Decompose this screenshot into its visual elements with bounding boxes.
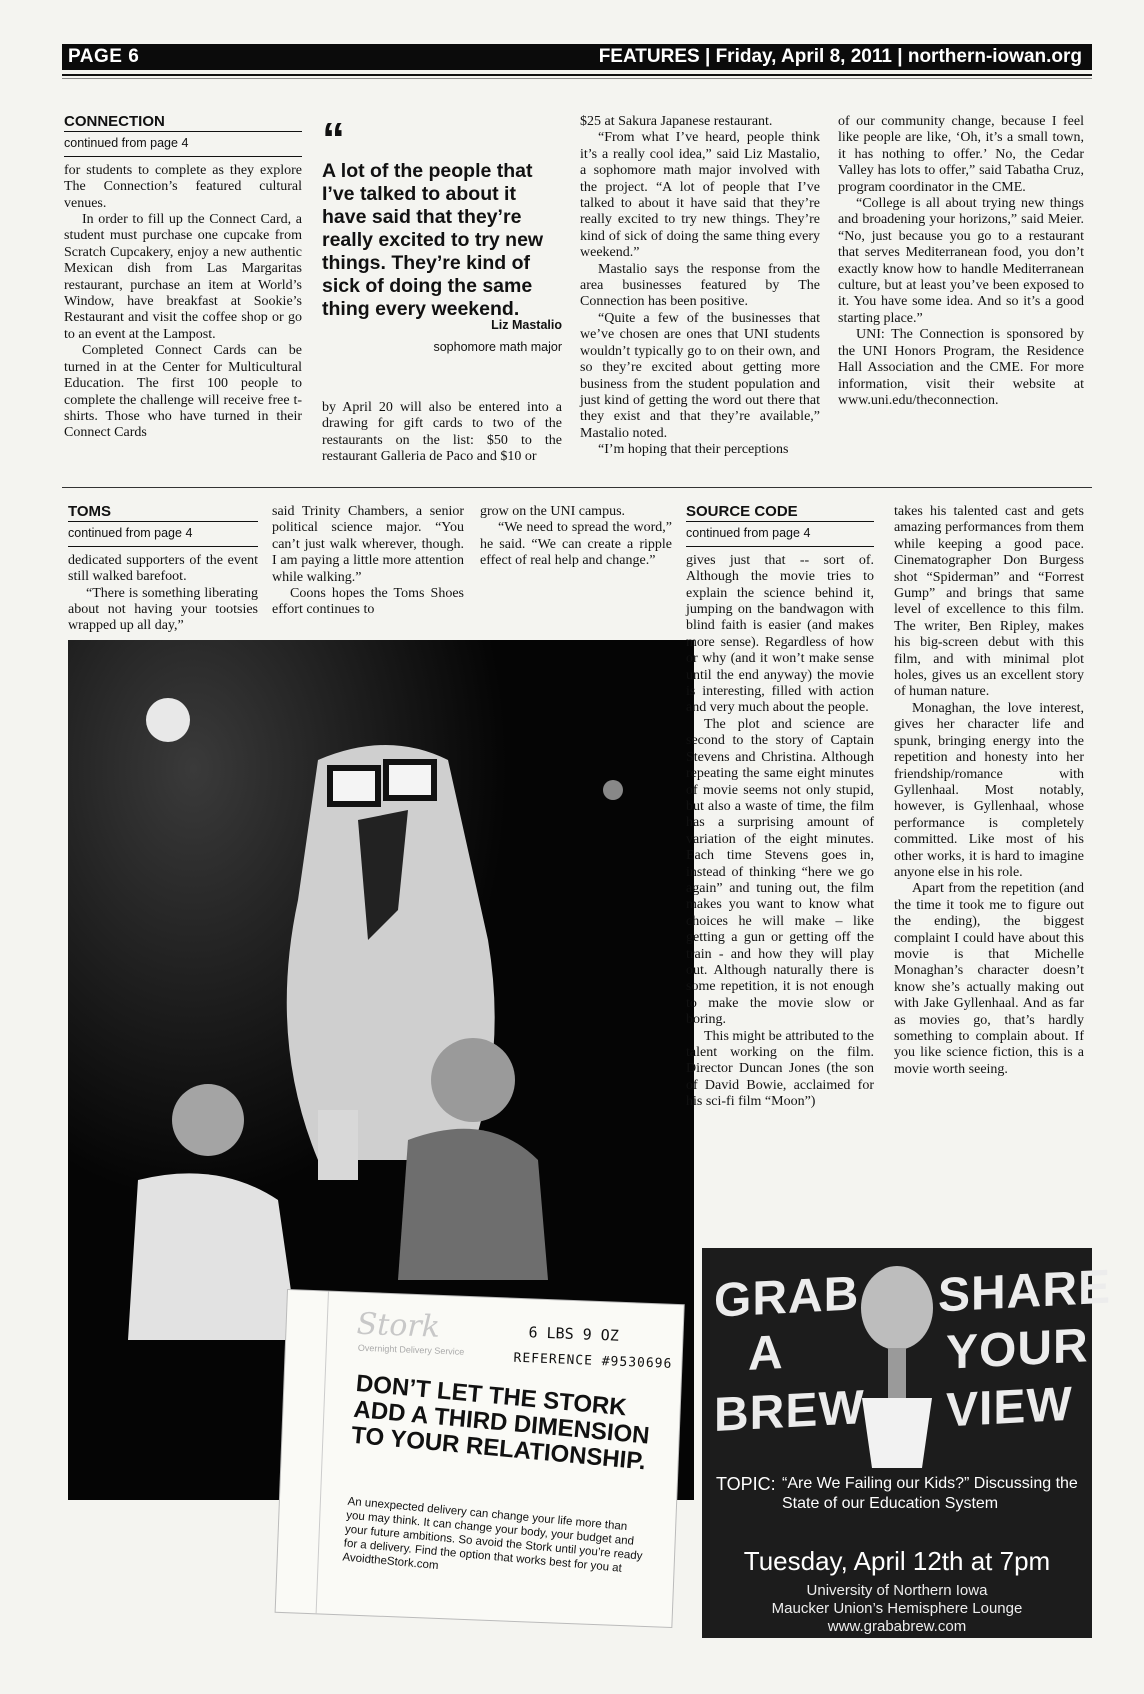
popcorn-box [318,1110,358,1180]
light-spot [146,698,190,742]
header-rule [62,74,1092,76]
paragraph: “There is something liberating about not having your tootsies wrapped up all day,” [68,585,258,634]
child-head [172,1084,244,1156]
paragraph: $25 at Sakura Japanese restaurant. [580,114,773,129]
stork-glasses [330,768,378,804]
paragraph: “College is all about trying new things and broadening your horizons,” said Meier. “No, just because you go to a restaurant that serves Mediterranean food, you don’t exactly know how to handle Mediterranean culture, but at least you’ve been exposed to it. You have some idea. And so it’s a good starting place.” [838,196,1084,326]
section-name: FEATURES [598,46,700,67]
paragraph: grow on the UNI campus. [480,504,626,519]
grab-a-brew-advertisement [702,1248,1112,1638]
man-head [431,1038,515,1122]
paragraph: of our community change, because I feel like people are like, ‘Oh, it’s a small town, it has nothing to offer.’ No, the Cedar Valley has lots to offer,” said Tabatha Cruz, program coordinator in the CME. [838,114,1084,195]
brew-word: BREW [714,1381,865,1442]
header-info [599,46,1082,68]
paragraph: “I’m hoping that their perceptions [598,442,789,458]
connection-jump-head: CONNECTION [64,114,302,132]
brew-word: YOUR [946,1319,1089,1380]
brew-topic-label: TOPIC: [716,1474,776,1494]
separator: | [897,46,903,67]
source-code-jump-sub: continued from page 4 [686,522,874,546]
quote-mark: “ [322,113,345,165]
page-header [62,44,1092,70]
brew-url[interactable]: www.grababrew.com [827,1618,967,1635]
toms-column-3 [480,504,672,570]
stork-reference: REFERENCE #9530696 [513,1350,673,1372]
source-code-column-2 [894,504,1084,1078]
brew-venue-line: University of Northern Iowa [806,1582,988,1599]
paragraph: Mastalio says the response from the area businesses featured by The Connection has been positive. [580,261,820,310]
paragraph: for students to complete as they explore The Connection’s featured cultural venues. [64,162,302,211]
paragraph: “Quite a few of the businesses that we’ve chosen are ones that UNI students wouldn’t typically go to on their own, and so they’re excited about getting more business from the student population and just kind of getting the word out there that they exist and that they’re available,” Mastalio noted. [580,310,820,441]
paragraph: Apart from the repetition (and the time it took me to figure out the ending), the biggest complaint I could have about this movie is that Michelle Monaghan’s character doesn’t know she’s actually making out with Jake Gyllenhaal. And as far as movies go, that’s hardly something to complain about. If you like science fiction, this is a movie worth seeing. [894,881,1084,1077]
stork-logo-sub: Overnight Delivery Service [357,1342,465,1357]
brew-venue [702,1582,1092,1636]
paragraph: said Trinity Chambers, a senior political science major. “You can’t just walk wherever, though. I am paying a little more attention while walking.” [272,504,464,585]
light-spot [603,780,623,800]
connection-column-1 [64,114,302,442]
brew-word: SHARE [938,1260,1112,1323]
header-rule-thin [62,78,1092,79]
paragraph: Coons hopes the Toms Shoes effort continues to [272,586,464,618]
brew-date: Tuesday, April 12th at 7pm [743,1546,1051,1576]
paragraph: “From what I’ve heard, people think it’s a really cool idea,” said Liz Mastalio, a sophomore math major involved with the project. “A lot of people that I’ve talked to about it have said that they’re really excited to try new things. They’re kind of sick of doing the same thing every weekend.” [580,130,820,261]
toms-jump-head: TOMS [68,504,258,522]
brew-topic-text: “Are We Failing our Kids?” Discussing the State of our Education System [782,1475,1078,1512]
separator: | [704,46,711,67]
man-body [398,1129,548,1280]
paragraph: takes his talented cast and gets amazing performances from them while keeping a good pace. Cinematographer Don Burgess shot “Spiderman” and “Forrest Gump” and brings that same level of excellence to this film. The writer, Ben Ripley, makes his big-screen debut with this film, and with minimal plot holes, gives us an excellent story of human nature. [894,504,1084,700]
paragraph: by April 20 will also be entered into a drawing for gift cards to two of the restaurants on the list: $50 to the restaurant Galleria de Paco and $10 or [322,400,562,465]
source-code-column-1 [686,504,874,1111]
stork-body: An unexpected delivery can change your life more than you may think. It can change your body, your budget and your future ambitions. So avoid the Stork until you’re ready for a delivery. Find the option that works best for you at AvoidtheStork.com [341,1495,643,1575]
stork-glasses [386,762,434,798]
source-code-jump-head: SOURCE CODE [686,504,874,522]
microphone-icon [861,1266,933,1350]
coffee-cup-icon [862,1398,932,1468]
stork-weight: 6 LBS 9 OZ [528,1323,620,1345]
toms-jump-sub: continued from page 4 [68,522,258,546]
pull-quote-title: sophomore math major [433,340,562,354]
connection-jump-sub: continued from page 4 [64,132,302,156]
paragraph: The plot and science are second to the story of Captain Stevens and Christina. Although repeating the same eight minutes of movie seems not only stupid, but also a waste of time, the film has a surprising amount of variation of the eight minutes. Each time Stevens goes in, instead of thinking “here we go again” and tuning out, the film makes you want to know what choices he will make – like getting a gun or getting off the train - and how they will play out. Although naturally there is some repetition, it is not enough to make the movie slow or boring. [686,716,874,1028]
brew-venue-line: Maucker Union’s Hemisphere Lounge [771,1600,1023,1617]
pull-quote-name: Liz Mastalio [491,318,562,332]
connection-column-2 [322,400,562,466]
pull-quote [322,113,562,321]
stork-headline: DON’T LET THE STORK ADD A THIRD DIMENSION TO YOUR RELATIONSHIP. [350,1369,651,1476]
brew-word: A [748,1326,784,1381]
paragraph: This might be attributed to the talent working on the film. Director Duncan Jones (the son of David Bowie, acclaimed for his sci-fi film “Moon”) [686,1028,874,1110]
brew-word: GRAB [714,1267,860,1328]
issue-date: Friday, April 8, 2011 [715,46,892,67]
stork-logo: Stork [356,1306,441,1345]
paragraph: In order to fill up the Connect Card, a student must purchase one cupcake from Scratch Cupcakery, enjoy a new authentic Mexican dish from Las Margaritas restaurant, purchase an item at World’s Window, have breakfast at Sookie’s Restaurant and visit the coffee shop or go to an event at the Lampost. [64,212,302,342]
paragraph: “We need to spread the word,” he said. “We can create a ripple effect of real help and change.” [480,520,672,569]
paragraph: gives just that -- sort of. Although the movie tries to explain the science behind it, jumping on the bandwagon with blind faith is easier (and makes more sense). Regardless of how or why (and it won’t make sense until the end anyway) the movie is interesting, filled with action and very much about the people. [686,552,874,716]
paragraph: Completed Connect Cards can be turned in at the Center for Multicultural Education. The first 100 people to complete the challenge will receive free t-shirts. Those who have turned in their Connect Cards [64,343,302,441]
child-body [128,1173,298,1340]
stork-advertisement [276,1290,684,1627]
brew-word: VIEW [946,1377,1073,1438]
site-url[interactable]: northern-iowan.org [907,46,1082,67]
paragraph: Monaghan, the love interest, gives her character life and spunk, bringing energy into the repetition and honesty into her friendship/romance with Gyllenhaal. Most notably, however, is Gyllenhaal, whose performance is completely committed. Like most of his other works, it is hard to imagine anyone else in his role. [894,700,1084,880]
paragraph: dedicated supporters of the event still walked barefoot. [68,552,258,585]
toms-column-2 [272,504,464,619]
paragraph: UNI: The Connection is sponsored by the UNI Honors Program, the Residence Hall Association and the CME. For more information, visit their website at www.uni.edu/theconnection. [838,327,1084,408]
page-number: PAGE 6 [68,46,140,67]
connection-column-4 [838,114,1084,409]
pull-quote-text: A lot of the people that I’ve talked to about it have said that they’re really excited to try new things. They’re kind of sick of doing the same thing every weekend. [322,160,544,320]
toms-column-1 [68,504,258,635]
connection-column-3 [580,114,820,459]
section-divider [62,487,1092,488]
